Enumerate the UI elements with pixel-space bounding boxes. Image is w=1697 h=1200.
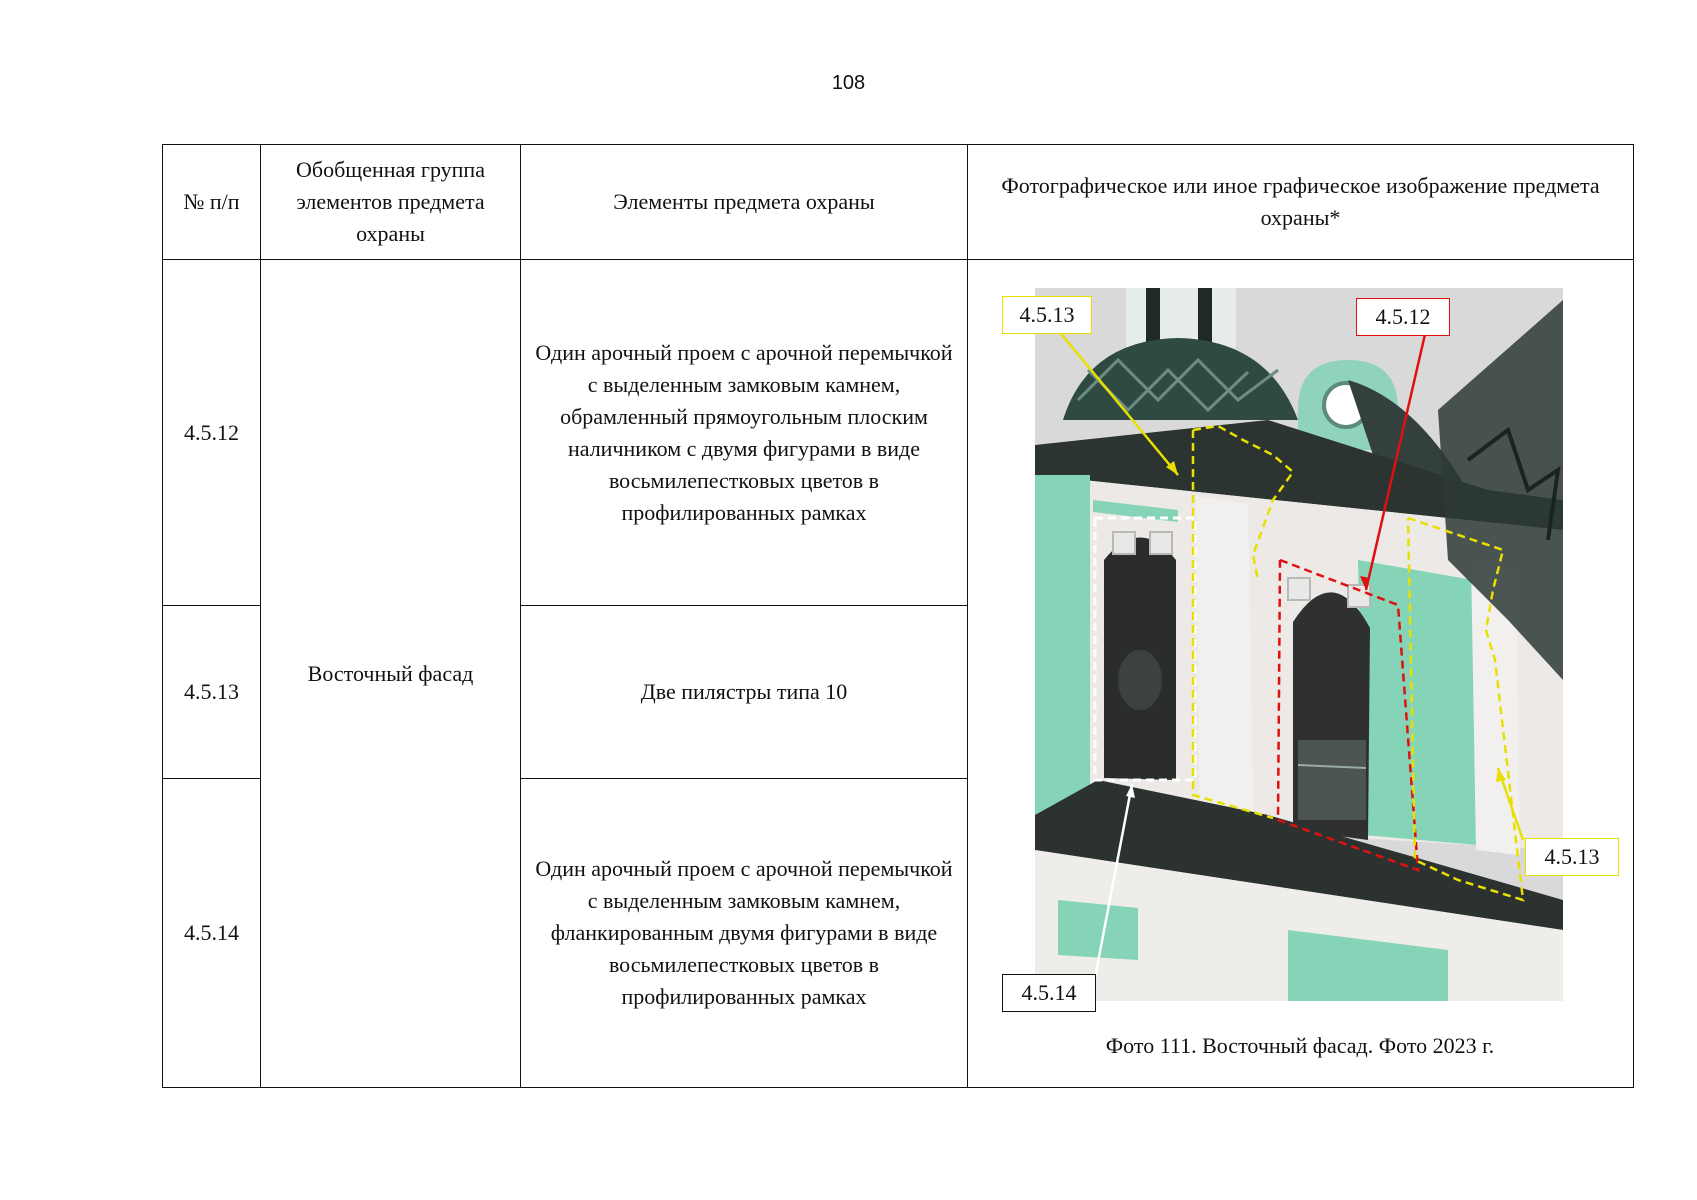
header-group: Обобщенная группа элементов предмета охраны: [261, 145, 521, 260]
header-elements: Элементы предмета охраны: [521, 145, 968, 260]
label-4-5-14: 4.5.14: [1002, 974, 1096, 1012]
protection-table: [162, 144, 1634, 1088]
group-cell: Восточный фасад: [261, 260, 521, 1088]
header-num: № п/п: [163, 145, 261, 260]
row-element: Две пилястры типа 10: [521, 605, 968, 778]
photo-figure: [968, 260, 1632, 1084]
bell-tower-photo: [968, 260, 1632, 1030]
row-num: 4.5.12: [163, 260, 261, 606]
photo-cell: [968, 260, 1634, 1088]
row-element: Один арочный проем с арочной перемычкой с выделенным замковым камнем, фланкированным двумя фигурами в виде восьмилепестковых цветов в профилированных рамках: [521, 779, 968, 1088]
label-4-5-12: 4.5.12: [1356, 298, 1450, 336]
header-image: Фотографическое или иное графическое изображение предмета охраны*: [968, 145, 1634, 260]
table-header-row: [163, 145, 1634, 260]
label-4-5-13-right: 4.5.13: [1525, 838, 1619, 876]
page-number: 108: [831, 72, 866, 94]
row-num: 4.5.14: [163, 779, 261, 1088]
row-element: Один арочный проем с арочной перемычкой с выделенным замковым камнем, обрамленный прямоугольным плоским наличником с двумя фигурами в виде восьмилепестковых цветов в профилированных рамках: [521, 260, 968, 606]
table-row: [163, 260, 1634, 606]
label-4-5-13-top: 4.5.13: [1002, 296, 1092, 334]
photo-caption: Фото 111. Восточный фасад. Фото 2023 г.: [1105, 1033, 1495, 1059]
row-num: 4.5.13: [163, 605, 261, 778]
